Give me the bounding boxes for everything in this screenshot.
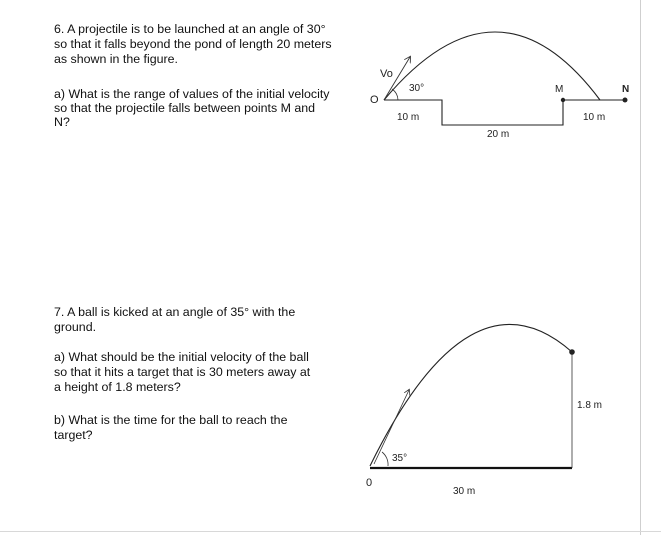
distance-label: 30 m [453, 486, 476, 497]
problem-7-qb-line-2: target? [54, 428, 93, 442]
origin-0-label: 0 [366, 477, 373, 489]
problem-7-qa-line-1: a) What should be the initial velocity of the ball [54, 350, 309, 364]
point-m-marker [561, 98, 565, 102]
right-distance-label: 10 m [583, 112, 606, 123]
problem-7-figure [366, 324, 602, 497]
point-n-label: N [622, 84, 630, 95]
problem-6-qa-line-3: N? [54, 115, 70, 129]
left-distance-label: 10 m [397, 112, 420, 123]
problem-6-line-1: 6. A projectile is to be launched at an angle of 30° [54, 22, 326, 36]
problem-6-qa-line-2: so that the projectile falls between points M and [54, 101, 316, 115]
problem-7-line-2: ground. [54, 320, 97, 334]
problem-7-line-1: 7. A ball is kicked at an angle of 35° with the [54, 305, 296, 319]
angle-35-label: 35° [392, 453, 408, 464]
height-label: 1.8 m [577, 400, 603, 411]
point-m-label: M [555, 84, 564, 95]
problem-7-qa-line-3: a height of 1.8 meters? [54, 380, 181, 394]
problem-7-qa-line-2: so that it hits a target that is 30 meters away at [54, 365, 311, 379]
target-ball [569, 349, 575, 355]
angle-arc [382, 452, 388, 466]
vo-label: Vo [380, 68, 393, 80]
problem-6-qa-line-1: a) What is the range of values of the initial velocity [54, 87, 330, 101]
problem-6-line-2: so that it falls beyond the pond of length 20 meters [54, 37, 332, 51]
problem-7-qb-line-1: b) What is the time for the ball to reach the [54, 413, 288, 427]
point-n-marker [623, 98, 628, 103]
angle-30-label: 30° [409, 83, 425, 94]
origin-o-label: O [370, 94, 379, 106]
problem-6-line-3: as shown in the figure. [54, 52, 178, 66]
ball-trajectory [370, 324, 572, 466]
pond-length-label: 20 m [487, 129, 510, 140]
problem-6-figure [370, 32, 629, 140]
angle-arc [392, 89, 398, 100]
